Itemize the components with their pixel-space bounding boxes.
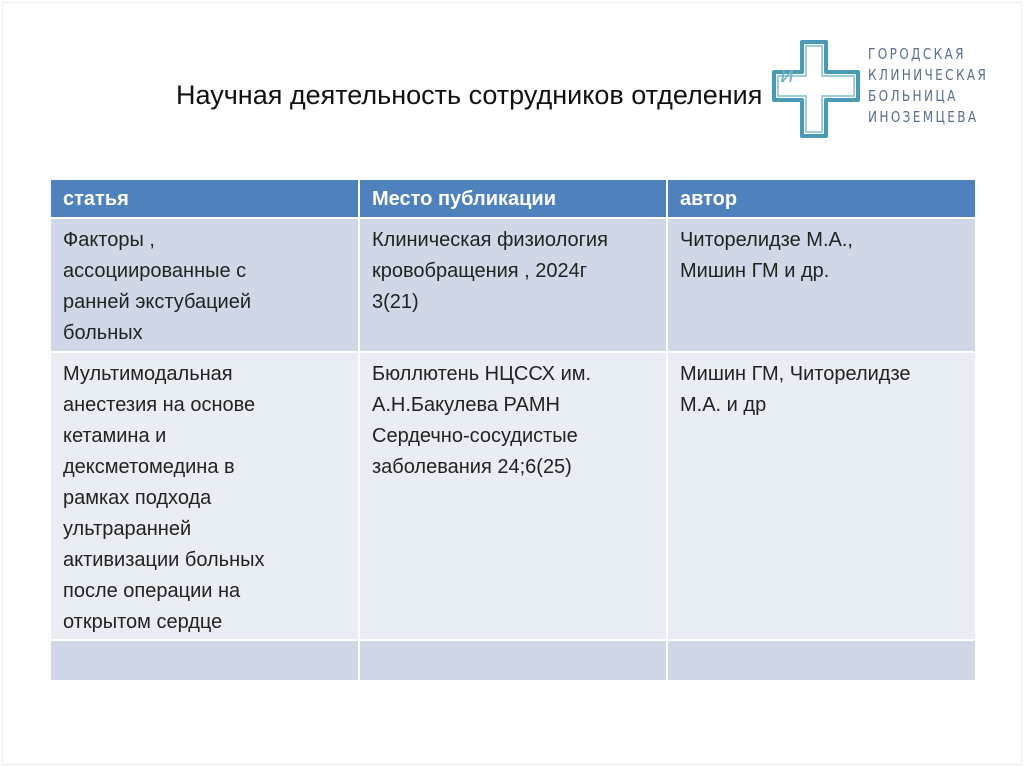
header-publication: Место публикации bbox=[359, 179, 667, 218]
table-row-empty bbox=[50, 640, 976, 681]
cell-publication: Бюллютень НЦССХ им. А.Н.Бакулева РАМН Сердечно-сосудистые заболевания 24;6(25) bbox=[359, 352, 667, 640]
svg-text:и: и bbox=[780, 63, 795, 88]
cell-author bbox=[667, 640, 976, 681]
logo-text: ГОРОДСКАЯ КЛИНИЧЕСКАЯ БОЛЬНИЦА ИНОЗЕМЦЕВА bbox=[868, 45, 989, 126]
cross-logo-icon bbox=[770, 38, 865, 142]
cell-article bbox=[50, 640, 359, 681]
header-article: статья bbox=[50, 179, 359, 218]
cell-article: Факторы , ассоциированные с ранней экстубацией больных bbox=[50, 218, 359, 352]
publications-table bbox=[49, 178, 977, 682]
header-author: автор bbox=[667, 179, 976, 218]
table-row bbox=[50, 218, 976, 352]
page-title: Научная деятельность сотрудников отделения bbox=[176, 80, 763, 110]
cell-article: Мультимодальная анестезия на основе кетамина и дексметомедина в рамках подхода ультраранней активизации больных после операции на открытом сердце bbox=[50, 352, 359, 640]
hospital-logo bbox=[770, 38, 1000, 142]
cell-publication: Клиническая физиология кровобращения , 2024г 3(21) bbox=[359, 218, 667, 352]
cell-publication bbox=[359, 640, 667, 681]
cell-author: Мишин ГМ, Читорелидзе М.А. и др bbox=[667, 352, 976, 640]
table-row bbox=[50, 352, 976, 640]
table-header-row bbox=[50, 179, 976, 218]
cell-author: Читорелидзе М.А., Мишин ГМ и др. bbox=[667, 218, 976, 352]
